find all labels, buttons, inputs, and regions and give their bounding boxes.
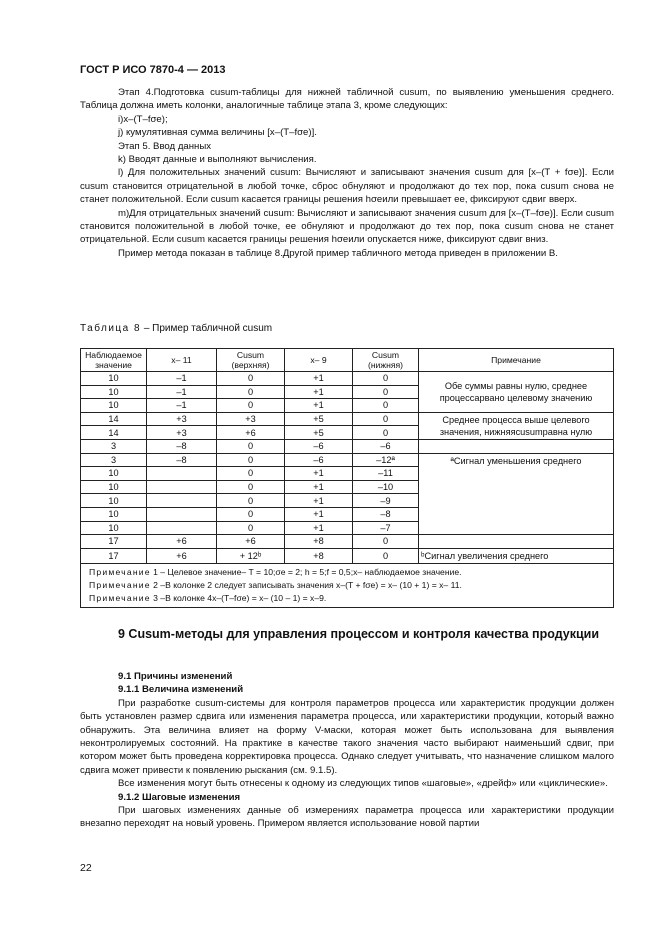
table-cell [147, 521, 217, 535]
list-item: k) Вводят данные и выполняют вычисления. [118, 154, 317, 166]
table-caption-text: – Пример табличной cusum [141, 323, 273, 334]
table-cell: 0 [217, 480, 285, 494]
table-cell: –9 [353, 494, 419, 508]
table-cell [147, 480, 217, 494]
table-cell: 14 [81, 412, 147, 426]
table-cell: 0 [353, 399, 419, 413]
table-cell: –12ª [353, 453, 419, 467]
table-cell: +5 [285, 412, 353, 426]
table-cell: 0 [353, 426, 419, 440]
table-cell: –1 [147, 372, 217, 386]
header-cell: x– 9 [285, 349, 353, 372]
header-cell: x– 11 [147, 349, 217, 372]
table-cell: –8 [147, 453, 217, 467]
table-cell: +3 [147, 412, 217, 426]
table-cell [147, 494, 217, 508]
list-item: i)x–(T–fσe); [118, 113, 168, 125]
cusum-table [80, 348, 614, 608]
table-cell: +3 [147, 426, 217, 440]
table-cell: 10 [81, 372, 147, 386]
table-cell: 10 [81, 399, 147, 413]
paragraph: Этап 4.Подготовка cusum-таблицы для нижней табличной cusum, по выявлению уменьшения среднего. Таблица должна иметь колонки, аналогичные таблице этапа 3, кроме следующих: [80, 87, 614, 112]
table-cell: 0 [353, 548, 419, 564]
paragraph: m)Для отрицательных значений cusum: Вычисляют и записывают значения cusum для [x–(T–fσe)]. Если cusum становится положительной в любой точке, ее обнуляют и продолжают до тех пор, пока cusum снова не станет отрицательной. Если cusum касается границы решения hσeили опускается ниже, фиксируют сдвиг вниз. [80, 207, 614, 246]
table-cell: 0 [217, 372, 285, 386]
table-caption-label: Таблица 8 [80, 323, 142, 334]
table-cell: + 12ᵇ [217, 548, 285, 564]
table-cell: 0 [217, 507, 285, 521]
table-cell [147, 467, 217, 481]
table-notes [81, 564, 614, 608]
note-label: Примечание [89, 567, 151, 578]
section-title: 9 Cusum-методы для управления процессом и контроля качества продукции [118, 627, 600, 641]
table-cell: –8 [147, 439, 217, 453]
note-text: 3 –В колонке 4x–(T–fσe) = x– (10 – 1) = x–9. [150, 593, 327, 604]
table-cell: +6 [217, 426, 285, 440]
table-cell: –1 [147, 399, 217, 413]
remark-cell-empty [419, 535, 614, 549]
table-cell: –11 [353, 467, 419, 481]
paragraph: При разработке cusum-системы для контроля параметров процесса или характеристик продукции должен быть установлен размер сдвига или изменения параметра процесса, или характеристики продукции, который важно обнаружить. Эта величина влияет на форму V-маски, которая может быть использована для выявления неконтролируемых состояний. На практике в качестве такого значения часто выбирают наименьший сдвиг, при котором может быть проведена корректировка процесса. Однако следует учитывать, что назначение слишком малого сдвига может привести к появлению рыскания (см. 9.1.5). [80, 697, 614, 776]
table-cell: +8 [285, 535, 353, 549]
remark-cell: ªСигнал уменьшения среднего [419, 453, 614, 535]
section-body [80, 670, 614, 831]
table-cell: +1 [285, 399, 353, 413]
note-text: 1 – Целевое значение– T = 10;σe = 2; h = 5;f = 0,5;x– наблюдаемое значение. [150, 567, 462, 578]
table-cell: +6 [147, 548, 217, 564]
page-header: ГОСТ Р ИСО 7870-4 — 2013 [80, 64, 226, 76]
table-cell: 0 [217, 521, 285, 535]
table-cell: 3 [81, 439, 147, 453]
table-cell: 17 [81, 548, 147, 564]
table-cell: 0 [217, 385, 285, 399]
note-label: Примечание [89, 593, 151, 604]
table-cell: +1 [285, 385, 353, 399]
table-cell: 10 [81, 521, 147, 535]
paragraph: При шаговых изменениях данные об измерениях параметра процесса или характеристики продукции внезапно переходят на новый уровень. Примером является использование новой партии [80, 805, 614, 830]
table-cell: 0 [217, 467, 285, 481]
table-cell: +1 [285, 494, 353, 508]
table-cell: +1 [285, 372, 353, 386]
table-cell: 17 [81, 535, 147, 549]
note-text: 2 –В колонке 2 следует записывать значения x–(T + fσe) = x– (10 + 1) = x– 11. [150, 580, 462, 591]
table-cell: 0 [217, 494, 285, 508]
table-cell: 0 [353, 535, 419, 549]
table-cell: 10 [81, 467, 147, 481]
table-cell: –7 [353, 521, 419, 535]
table-row [81, 412, 614, 426]
remark-cell-empty [419, 439, 614, 453]
table-cell: 10 [81, 480, 147, 494]
table-row [81, 548, 614, 564]
table-row [81, 535, 614, 549]
remark-cell: ᵇСигнал увеличения среднего [419, 548, 614, 564]
table-cell: +1 [285, 521, 353, 535]
table-cell: –8 [353, 507, 419, 521]
page-number: 22 [80, 862, 92, 874]
table-cell: –10 [353, 480, 419, 494]
table-cell: +6 [147, 535, 217, 549]
paragraph: l) Для положительных значений cusum: Вычисляют и записывают значения cusum для [x–(T + fσe)]. Если cusum становится отрицательной в любой точке, сброс обнуляют и продолжают до тех пор, пока cusum снова не станет положительной. Если cusum касается границы решения hσeили превышает ее, фиксируют сдвиг вверх. [80, 167, 614, 206]
list-item: j) кумулятивная сумма величины [x–(T–fσe)]. [118, 127, 317, 139]
subsection-title: 9.1.2 Шаговые изменения [118, 791, 241, 803]
remark-cell: Среднее процесса выше целевого значения, нижняяcusumравна нулю [419, 412, 614, 439]
paragraph: Все изменения могут быть отнесены к одному из следующих типов «шаговые», «дрейф» или «циклические». [118, 778, 608, 790]
table-cell: 3 [81, 453, 147, 467]
table-caption [80, 323, 272, 334]
table-cell: +3 [217, 412, 285, 426]
table-cell: +5 [285, 426, 353, 440]
table-cell: 0 [217, 453, 285, 467]
note-line [89, 592, 605, 605]
remark-cell: Обе суммы равны нулю, среднее процессарвано целевому значению [419, 372, 614, 413]
note-line [89, 579, 605, 592]
paragraph: Пример метода показан в таблице 8.Другой пример табличного метода приведен в приложении В. [118, 247, 558, 259]
table-cell: +1 [285, 507, 353, 521]
table-cell: +8 [285, 548, 353, 564]
table-cell: +1 [285, 480, 353, 494]
table-cell: –6 [353, 439, 419, 453]
table-cell: +6 [217, 535, 285, 549]
table-cell: +1 [285, 467, 353, 481]
note-line [89, 566, 605, 579]
table-row [81, 372, 614, 386]
table-cell: 10 [81, 507, 147, 521]
subsection-title: 9.1 Причины изменений [118, 671, 233, 682]
table-notes-row [81, 564, 614, 608]
table-cell: –6 [285, 453, 353, 467]
table-cell: 0 [353, 385, 419, 399]
table-cell: 0 [217, 439, 285, 453]
table-cell [147, 507, 217, 521]
table-cell: 0 [353, 372, 419, 386]
list-item: Этап 5. Ввод данных [118, 140, 212, 152]
table-header-row [81, 349, 614, 372]
table-cell: 10 [81, 385, 147, 399]
table-cell: 10 [81, 494, 147, 508]
header-cell: Cusum (верхняя) [217, 349, 285, 372]
intro-text [80, 86, 614, 260]
header-cell: Примечание [419, 349, 614, 372]
table-cell: –6 [285, 439, 353, 453]
header-cell: Cusum (нижняя) [353, 349, 419, 372]
note-label: Примечание [89, 580, 151, 591]
table-cell: 0 [217, 399, 285, 413]
table-cell: 14 [81, 426, 147, 440]
table-cell: 0 [353, 412, 419, 426]
table-cell: –1 [147, 385, 217, 399]
subsection-title: 9.1.1 Величина изменений [118, 684, 244, 696]
header-cell: Наблюдаемое значение [81, 349, 147, 372]
table-row [81, 453, 614, 467]
table-row [81, 439, 614, 453]
